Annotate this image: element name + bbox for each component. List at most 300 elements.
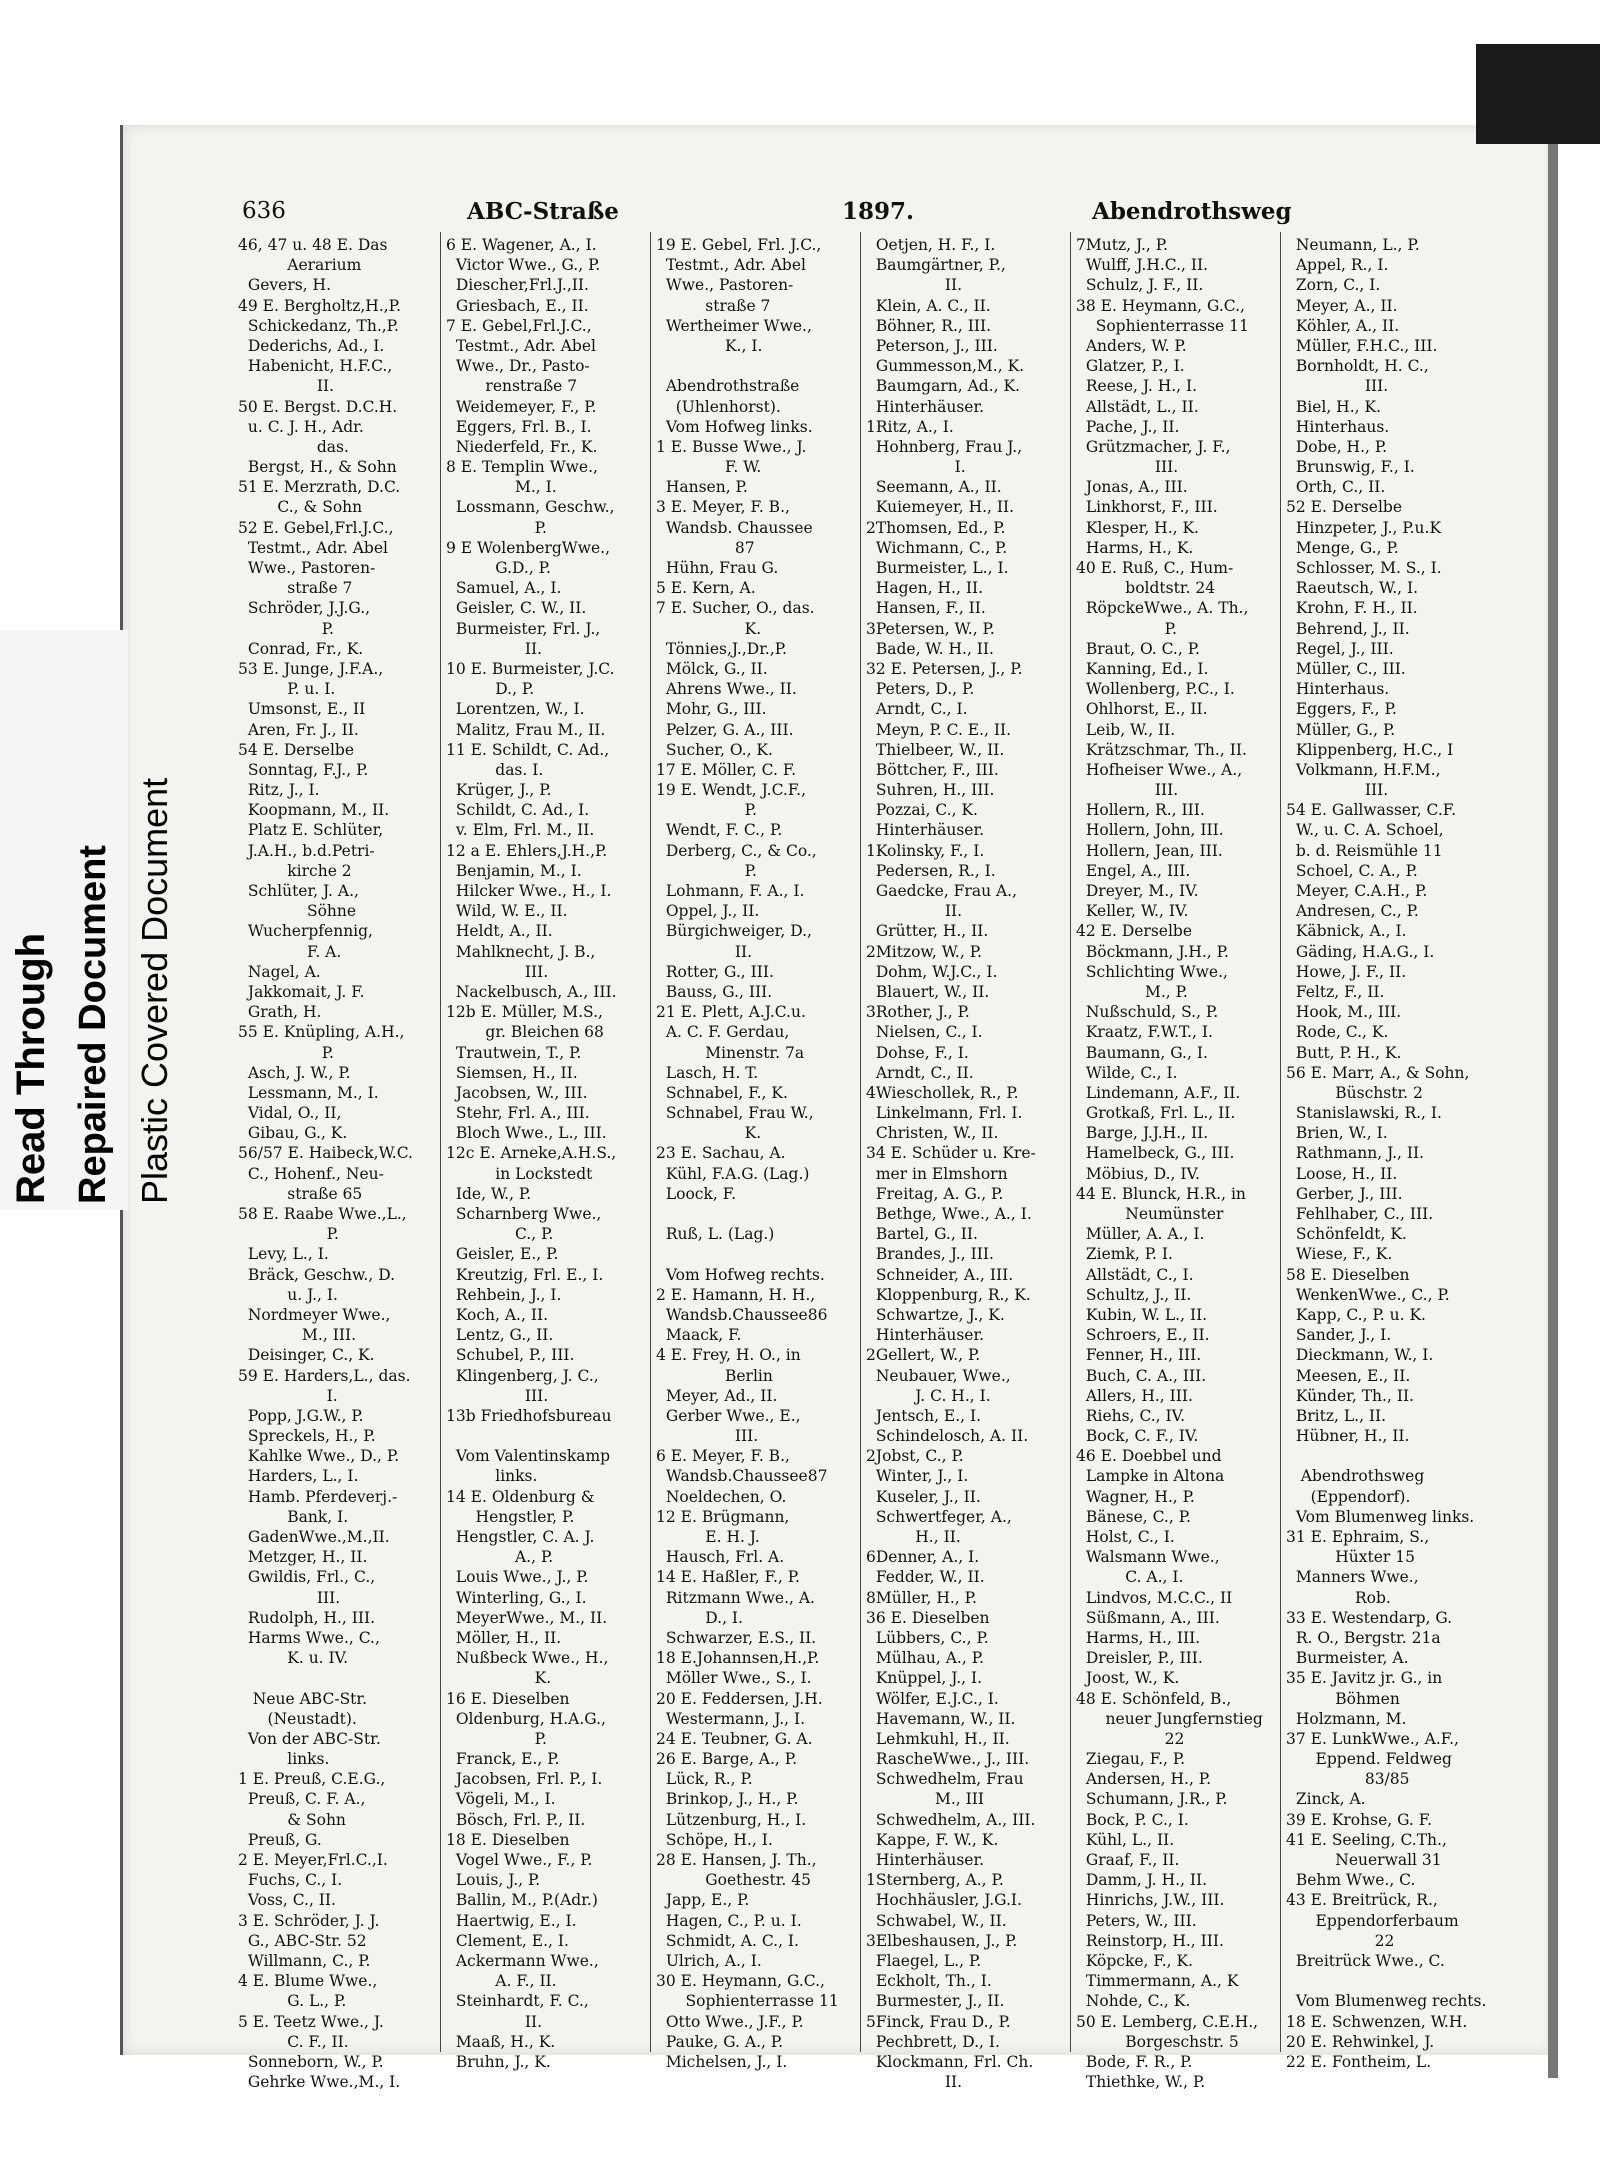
entry-line: Söhne — [238, 902, 357, 921]
entry-line: 9 E WolenbergWwe., — [446, 538, 611, 557]
entry-line: Nordmeyer Wwe., — [238, 1305, 391, 1324]
entry-line: Spreckels, H., P. — [238, 1427, 376, 1446]
entry-line: Nohde, C., K. — [1076, 1992, 1191, 2011]
entry-line: 8 E. Templin Wwe., — [446, 458, 598, 477]
entry-line: Schubel, P., III. — [446, 1346, 575, 1365]
entry-line: links. — [238, 1750, 330, 1769]
entry-line: Rotter, G., III. — [656, 962, 774, 981]
street-left-title: ABC-Straße — [467, 198, 619, 225]
entry-line: Hansen, F., II. — [866, 599, 986, 618]
entry-line: Schindelosch, A. II. — [866, 1427, 1029, 1446]
entry-line: 10 E. Burmeister, J.C. — [446, 659, 615, 678]
entry-line: Griesbach, E., II. — [446, 296, 589, 315]
entry-line: Riehs, C., IV. — [1076, 1406, 1186, 1425]
entry-line: Krüger, J., P. — [446, 781, 552, 800]
entry-line: Hinterhaus. — [1286, 680, 1390, 699]
entry-line: Rehbein, J., I. — [446, 1285, 562, 1304]
entry-line: Lasch, H. T. — [656, 1063, 759, 1082]
entry-line: Gibau, G., K. — [238, 1124, 348, 1143]
entry-line: Rob. — [1286, 1588, 1391, 1607]
column-1 — [238, 235, 436, 2092]
entry-line: Baumgärtner, P., — [866, 256, 1006, 275]
entry-line: D., I. — [656, 1608, 743, 1627]
entry-line: Kuseler, J., II. — [866, 1487, 981, 1506]
entry-line: Möbius, D., IV. — [1076, 1164, 1200, 1183]
entry-line: P. — [656, 861, 757, 880]
entry-line: Conrad, Fr., K. — [238, 639, 364, 658]
entry-line: Schroers, E., II. — [1076, 1326, 1210, 1345]
entry-line: Goethestr. 45 — [656, 1871, 812, 1890]
entry-line: 58 E. Raabe Wwe.,L., — [238, 1205, 407, 1223]
entry-line: Engel, A., III. — [1076, 861, 1191, 880]
entry-line: Vom Blumenweg links. — [1286, 1507, 1475, 1526]
entry-line: 32 E. Petersen, J., P. — [866, 659, 1023, 678]
entry-line: Voss, C., II. — [238, 1891, 336, 1910]
entry-line: 1Sternberg, A., P. — [866, 1871, 1004, 1890]
entry-line: Dohse, F., I. — [866, 1043, 969, 1062]
entry-line: 12 a E. Ehlers,J.H.,P. — [446, 841, 608, 860]
column-separator — [1280, 232, 1281, 2052]
entry-line: Schlüter, J. A., — [238, 882, 359, 900]
entry-line: 52 E. Derselbe — [1286, 498, 1403, 517]
entry-line: Bade, W. H., II. — [866, 639, 994, 658]
entry-line: 41 E. Seeling, C.Th., — [1286, 1830, 1447, 1849]
entry-line: 43 E. Breitrück, R., — [1286, 1891, 1438, 1910]
entry-line: 14 E. Oldenburg & — [446, 1487, 595, 1506]
entry-line: Hook, M., III. — [1286, 1003, 1402, 1022]
entry-line: Maaß, H., K. — [446, 2032, 556, 2051]
entry-line: Biel, H., K. — [1286, 397, 1381, 416]
entry-line: Asch, J. W., P. — [238, 1063, 351, 1082]
entry-line: Hilcker Wwe., H., I. — [446, 882, 612, 900]
entry-line: Zinck, A. — [1286, 1790, 1366, 1809]
entry-line: Sophienterrasse 11 — [656, 1992, 839, 2011]
entry-line: Möller Wwe., S., I. — [656, 1669, 812, 1688]
entry-line: H., II. — [866, 1528, 961, 1546]
entry-line: 49 E. Bergholtz,H.,P. — [238, 296, 401, 315]
entry-line: Dieckmann, W., I. — [1286, 1346, 1434, 1365]
side-label-line2: Repaired Document — [72, 845, 114, 1204]
entry-line: Meyer, A., II. — [1286, 296, 1398, 315]
entry-line: Wölfer, E.J.C., I. — [866, 1689, 999, 1708]
entry-line: Vögeli, M., I. — [446, 1790, 556, 1809]
entry-line: 16 E. Dieselben — [446, 1689, 570, 1708]
entry-line: Knüppel, J., I. — [866, 1669, 983, 1688]
entry-line: Walsmann Wwe., — [1076, 1548, 1220, 1567]
entry-line: Grotkaß, Frl. L., II. — [1076, 1104, 1236, 1123]
entry-line: Oldenburg, H.A.G., — [446, 1709, 606, 1728]
entry-line: Müller, A. A., I. — [1076, 1225, 1205, 1244]
entry-line: straße 65 — [238, 1184, 363, 1203]
entry-line: (Eppendorf). — [1286, 1487, 1411, 1506]
entry-line: Ohlhorst, E., II. — [1076, 700, 1208, 719]
entry-line: Linkhorst, F., III. — [1076, 498, 1218, 517]
entry-line: P. — [446, 1729, 547, 1748]
entry-line: Klesper, H., K. — [1076, 518, 1199, 537]
entry-line: Lück, R., P. — [656, 1770, 753, 1789]
entry-line: 19 E. Gebel, Frl. J.C., — [656, 236, 822, 254]
entry-line: Tönnies,J.,Dr.,P. — [656, 639, 787, 658]
column-2 — [446, 235, 646, 2071]
entry-line: Deisinger, C., K. — [238, 1346, 375, 1365]
entry-line: Behrend, J., II. — [1286, 619, 1410, 638]
entry-line: Harms, H., III. — [1076, 1628, 1201, 1647]
entry-line: 14 E. Haßler, F., P. — [656, 1568, 800, 1587]
entry-line: Orth, C., II. — [1286, 478, 1386, 497]
entry-line: Schöpe, H., I. — [656, 1830, 773, 1849]
entry-line: Derberg, C., & Co., — [656, 841, 817, 860]
entry-line: 2 E. Meyer,Frl.C.,I. — [238, 1851, 388, 1869]
entry-line: Reese, J. H., I. — [1076, 377, 1198, 396]
entry-line: Loock, F. — [656, 1184, 737, 1203]
entry-line: Ide, W., P. — [446, 1184, 532, 1203]
entry-line: Wertheimer Wwe., — [656, 316, 812, 335]
entry-line: Peters, W., III. — [1076, 1911, 1197, 1930]
entry-line: Schulz, J. F., II. — [1076, 276, 1204, 295]
entry-line: Sander, J., I. — [1286, 1326, 1392, 1345]
entry-line: 34 E. Schüder u. Kre- — [866, 1144, 1036, 1163]
entry-line: Schlichting Wwe., — [1076, 962, 1228, 981]
entry-line: Testmt., Adr. Abel — [656, 256, 806, 275]
entry-line: Vom Valentinskamp — [446, 1447, 611, 1466]
entry-line: 31 E. Ephraim, S., — [1286, 1528, 1430, 1546]
entry-line: (Neustadt). — [238, 1709, 357, 1728]
entry-line: Pache, J., II. — [1076, 417, 1180, 436]
entry-line: 3Petersen, W., P. — [866, 619, 995, 638]
side-label-line3: Plastic Covered Document — [134, 777, 175, 1204]
entry-line: Grützmacher, J. F., — [1076, 437, 1231, 456]
street-right-title: Abendrothsweg — [1092, 198, 1292, 225]
entry-line: Ruß, L. (Lag.) — [656, 1225, 775, 1244]
entry-line: Müller, C., III. — [1286, 659, 1406, 678]
entry-line: III. — [1286, 781, 1389, 800]
entry-line: Lessmann, M., I. — [238, 1083, 379, 1102]
entry-line: WenkenWwe., C., P. — [1286, 1285, 1450, 1304]
entry-line: P. — [238, 1043, 334, 1062]
entry-line: Arndt, C., II. — [866, 1063, 974, 1082]
entry-line: Freitag, A. G., P. — [866, 1184, 1004, 1203]
entry-line: II. — [866, 902, 963, 921]
entry-line: Nagel, A. — [238, 962, 321, 981]
entry-line: Loose, H., II. — [1286, 1164, 1398, 1183]
entry-line: Peterson, J., III. — [866, 336, 998, 355]
entry-line: 87 — [656, 538, 755, 557]
entry-line: Hinterhäuser. — [866, 1326, 985, 1345]
entry-line: III. — [1076, 458, 1179, 477]
entry-line: (Uhlenhorst). — [656, 397, 781, 416]
entry-line: Niederfeld, Fr., K. — [446, 437, 598, 456]
entry-line: Holst, C., I. — [1076, 1528, 1175, 1546]
entry-line: Hausch, Frl. A. — [656, 1548, 785, 1567]
entry-line: Willmann, C., P. — [238, 1951, 371, 1970]
entry-line: Heldt, A., II. — [446, 922, 553, 941]
entry-line — [656, 1204, 856, 1224]
entry-line: Dobe, H., P. — [1286, 437, 1388, 456]
entry-line: RascheWwe., J., III. — [866, 1750, 1030, 1769]
entry-line: Meyn, P. C. E., II. — [866, 720, 1012, 739]
entry-line: Nielsen, C., I. — [866, 1023, 983, 1042]
entry-line: Rode, C., K. — [1286, 1023, 1389, 1042]
entry-line: Japp, E., P. — [656, 1891, 750, 1910]
entry-line: 36 E. Dieselben — [866, 1608, 990, 1627]
side-label-line1: Read Through — [9, 932, 53, 1204]
entry-line: Kreutzig, Frl. E., I. — [446, 1265, 604, 1284]
entry-line: 13b Friedhofsbureau — [446, 1406, 612, 1425]
entry-line: Hinterhäuser. — [866, 821, 985, 840]
entry-line: Vidal, O., II, — [238, 1104, 342, 1123]
entry-line: Kuiemeyer, H., II. — [866, 498, 1015, 517]
entry-line: Kubin, W. L., II. — [1076, 1305, 1208, 1324]
entry-line: Suhren, H., III. — [866, 781, 995, 800]
entry-line: in Lockstedt — [446, 1164, 593, 1183]
entry-line: Rathmann, J., II. — [1286, 1144, 1425, 1163]
entry-line: Baumgarn, Ad., K. — [866, 377, 1020, 396]
entry-line: 12b E. Müller, M.S., — [446, 1003, 603, 1022]
entry-line: C. A., I. — [1076, 1568, 1184, 1587]
entry-line: Schwedhelm, Frau — [866, 1770, 1024, 1789]
entry-line: Stehr, Frl. A., III. — [446, 1104, 590, 1123]
entry-line — [656, 356, 856, 376]
page-header — [122, 198, 1292, 230]
entry-line: & Sohn — [238, 1810, 346, 1829]
entry-line: 3 E. Meyer, F. B., — [656, 498, 790, 517]
entry-line: Malitz, Frau M., II. — [446, 720, 606, 739]
entry-line: A. F., II. — [446, 1972, 557, 1991]
entry-line: Clement, E., I. — [446, 1931, 569, 1950]
entry-line: Kühl, L., II. — [1076, 1830, 1175, 1849]
entry-line: u. C. J. H., Adr. — [238, 417, 364, 436]
entry-line: Flaegel, L., P. — [866, 1951, 982, 1970]
entry-line: Käbnick, A., I. — [1286, 922, 1407, 941]
column-separator — [860, 232, 861, 2052]
entry-line: 46, 47 u. 48 E. Das — [238, 236, 388, 254]
entry-line: 56 E. Marr, A., & Sohn, — [1286, 1063, 1470, 1082]
entry-line: Butt, P. H., K. — [1286, 1043, 1402, 1062]
entry-line: Lorentzen, W., I. — [446, 700, 585, 719]
entry-line: Klein, A. C., II. — [866, 296, 991, 315]
entry-line: Popp, J.G.W., P. — [238, 1406, 364, 1425]
entry-line: 46 E. Doebbel und — [1076, 1447, 1222, 1466]
entry-line: 22 E. Fontheim, L. — [1286, 2052, 1432, 2071]
entry-line: 2 E. Hamann, H. H., — [656, 1285, 816, 1304]
entry-line: P. u. I. — [238, 680, 336, 699]
column-3 — [656, 235, 856, 2071]
entry-line: 51 E. Merzrath, D.C. — [238, 478, 401, 497]
entry-line: Neubauer, Wwe., — [866, 1366, 1011, 1385]
entry-line: Wichmann, C., P. — [866, 538, 1008, 557]
entry-line: III. — [446, 1386, 549, 1405]
entry-line: Metzger, H., II. — [238, 1548, 368, 1567]
column-separator — [650, 232, 651, 2052]
entry-line: 83/85 — [1286, 1770, 1410, 1789]
column-separator — [1070, 232, 1071, 2052]
entry-line: Pechbrett, D., I. — [866, 2032, 1000, 2051]
entry-line: K. u. IV. — [238, 1649, 349, 1668]
entry-line: Schlosser, M. S., I. — [1286, 559, 1442, 577]
entry-line: Ballin, M., P.(Adr.) — [446, 1891, 598, 1910]
entry-line: Meyer, C.A.H., P. — [1286, 882, 1428, 900]
entry-line: Levy, L., I. — [238, 1245, 329, 1264]
entry-line: Lindvos, M.C.C., II — [1076, 1588, 1233, 1607]
entry-line: J. C. H., I. — [866, 1386, 991, 1405]
entry-line: Schoel, C. A., P. — [1286, 861, 1418, 880]
entry-line: 42 E. Derselbe — [1076, 922, 1193, 941]
entry-line: Kapp, C., P. u. K. — [1286, 1305, 1426, 1324]
entry-line: Gummesson,M., K. — [866, 357, 1025, 376]
entry-line: Krätzschmar, Th., II. — [1076, 740, 1247, 759]
entry-line: 2Mitzow, W., P. — [866, 942, 982, 961]
entry-line: Schwartze, J., K. — [866, 1305, 1005, 1324]
entry-line: Trautwein, T., P. — [446, 1043, 582, 1062]
entry-line: Britz, L., II. — [1286, 1406, 1387, 1425]
entry-line: 3 E. Schröder, J. J. — [238, 1911, 380, 1930]
entry-line: Schneider, A., III. — [866, 1265, 1014, 1284]
entry-line: 5Finck, Frau D., P. — [866, 2012, 1011, 2031]
entry-line: Lützenburg, H., I. — [656, 1810, 807, 1829]
entry-line: 18 E. Dieselben — [446, 1830, 570, 1849]
entry-line: Von der ABC-Str. — [238, 1729, 381, 1748]
entry-line: Klingenberg, J. C., — [446, 1366, 599, 1385]
entry-line: II. — [866, 2073, 963, 2092]
entry-line: Gehrke Wwe.,M., I. — [238, 2073, 401, 2092]
entry-line: Volkmann, H.F.M., — [1286, 760, 1441, 779]
entry-line: Arndt, C., I. — [866, 700, 968, 719]
entry-line: 22 — [1076, 1729, 1185, 1748]
entry-line: Sonneborn, W., P. — [238, 2052, 384, 2071]
entry-line: 55 E. Knüpling, A.H., — [238, 1023, 405, 1042]
entry-line: III. — [656, 1427, 759, 1446]
entry-line: kirche 2 — [238, 861, 352, 880]
entry-line: Appel, R., I. — [1286, 256, 1389, 275]
entry-line: das. — [238, 437, 349, 456]
entry-line: Stanislawski, R., I. — [1286, 1104, 1442, 1123]
entry-line: Kraatz, F.W.T., I. — [1076, 1023, 1213, 1042]
entry-line: 4 E. Blume Wwe., — [238, 1972, 378, 1991]
entry-line: 1 E. Busse Wwe., J. — [656, 437, 807, 456]
entry-line: Vom Hofweg rechts. — [656, 1265, 825, 1284]
entry-line: Wagner, H., P. — [1076, 1487, 1195, 1506]
entry-line: Eggers, Frl. B., I. — [446, 417, 592, 436]
entry-line: Bösch, Frl. P., II. — [446, 1810, 586, 1829]
entry-line: 11 E. Schildt, C. Ad., — [446, 740, 610, 759]
entry-line: Rudolph, H., III. — [238, 1608, 376, 1627]
entry-line: Mölck, G., II. — [656, 659, 768, 678]
entry-line: Oppel, J., II. — [656, 902, 760, 921]
entry-line: 44 E. Blunck, H.R., in — [1076, 1184, 1246, 1203]
entry-line: Brinkop, J., H., P. — [656, 1790, 799, 1809]
entry-line: Howe, J. F., II. — [1286, 962, 1407, 981]
entry-line: Habenicht, H.F.C., — [238, 357, 393, 376]
entry-line: J.A.H., b.d.Petri- — [238, 841, 375, 860]
entry-line: Graaf, F., II. — [1076, 1851, 1180, 1869]
entry-line: Jentsch, E., I. — [866, 1406, 982, 1425]
entry-line: Thiethke, W., P. — [1076, 2073, 1206, 2092]
entry-line: Diescher,Frl.J.,II. — [446, 276, 589, 295]
entry-line: Kanning, Ed., I. — [1076, 659, 1209, 678]
entry-line: Steinhardt, F. C., — [446, 1992, 589, 2011]
entry-line: III. — [446, 962, 549, 981]
entry-line: Preuß, C. F. A., — [238, 1790, 366, 1809]
entry-line: Louis, J., P. — [446, 1871, 541, 1890]
entry-line: I. — [866, 458, 966, 477]
entry-line: Victor Wwe., G., P. — [446, 256, 601, 275]
entry-line: Eppendorferbaum — [1286, 1911, 1459, 1930]
entry-line: Grütter, H., II. — [866, 922, 989, 941]
entry-line: Koch, A., II. — [446, 1305, 549, 1324]
entry-line: M., III — [866, 1790, 984, 1809]
entry-line: Schnabel, Frau W., — [656, 1104, 814, 1123]
entry-line: Neumünster — [1076, 1205, 1224, 1223]
entry-line: 8Müller, H., P. — [866, 1588, 977, 1607]
entry-line: Büschstr. 2 — [1286, 1083, 1423, 1102]
entry-line: Buch, C. A., III. — [1076, 1366, 1207, 1385]
entry-line: F. A. — [238, 942, 342, 961]
entry-line: Hochhäusler, J.G.I. — [866, 1891, 1022, 1910]
entry-line: Hinterhäuser. — [866, 1851, 985, 1869]
entry-line: 50 E. Bergst. D.C.H. — [238, 397, 398, 416]
page-number: 636 — [242, 198, 286, 224]
entry-line: Nußbeck Wwe., H., — [446, 1649, 609, 1668]
entry-line: Schickedanz, Th.,P. — [238, 316, 399, 335]
entry-line: Lossmann, Geschw., — [446, 498, 615, 517]
entry-line: Raeutsch, W., I. — [1286, 579, 1419, 598]
entry-line: Gerber, J., III. — [1286, 1184, 1403, 1203]
entry-line: 1 E. Preuß, C.E.G., — [238, 1770, 386, 1789]
entry-line: 59 E. Harders,L., das. — [238, 1366, 411, 1385]
entry-line: III. — [1076, 781, 1179, 800]
entry-line: u. J., I. — [238, 1285, 338, 1304]
entry-line: Sonntag, F.J., P. — [238, 760, 369, 779]
entry-line: Böttcher, F., III. — [866, 760, 999, 779]
entry-line: Behm Wwe., C. — [1286, 1871, 1416, 1890]
entry-line: Wwe., Pastoren- — [238, 559, 376, 577]
entry-line: Süßmann, A., III. — [1076, 1608, 1220, 1627]
entry-line: II. — [446, 2012, 543, 2031]
entry-line: Schönfeldt, K. — [1286, 1225, 1407, 1244]
entry-line: Wucherpfennig, — [238, 922, 373, 941]
entry-line: Winterling, G., I. — [446, 1588, 587, 1607]
entry-line: Koopmann, M., II. — [238, 801, 390, 820]
entry-line: Dederichs, Ad., I. — [238, 336, 385, 355]
entry-line: Müller, G., P. — [1286, 720, 1396, 739]
side-label — [0, 630, 175, 1210]
entry-line: Wandsb. Chaussee — [656, 518, 813, 537]
entry-line: Fenner, H., III. — [1076, 1346, 1202, 1365]
entry-line: 6Denner, A., I. — [866, 1548, 980, 1567]
entry-line: Jacobsen, Frl. P., I. — [446, 1770, 603, 1789]
entry-line: links. — [446, 1467, 538, 1486]
entry-line: Jacobsen, W., III. — [446, 1083, 588, 1102]
entry-line: 5 E. Kern, A. — [656, 579, 756, 598]
entry-line: Andersen, H., P. — [1076, 1770, 1212, 1789]
entry-line: Timmermann, A., K — [1076, 1972, 1239, 1991]
entry-line: Schildt, C. Ad., I. — [446, 801, 590, 820]
entry-line: Brandes, J., III. — [866, 1245, 994, 1264]
entry-line: Wulff, J.H.C., II. — [1076, 256, 1209, 275]
entry-line: 50 E. Lemberg, C.E.H., — [1076, 2012, 1259, 2031]
entry-line: Krohn, F. H., II. — [1286, 599, 1418, 618]
entry-line: F. W. — [656, 458, 762, 477]
entry-line: Franck, E., P. — [446, 1750, 560, 1769]
entry-line: Schnabel, F., K. — [656, 1083, 788, 1102]
entry-line: Michelsen, J., I. — [656, 2052, 788, 2071]
entry-line: K., I. — [656, 336, 763, 355]
entry-line: Hinterhaus. — [1286, 417, 1390, 436]
entry-line: Mohr, G., III. — [656, 700, 767, 719]
entry-line: Müller, F.H.C., III. — [1286, 336, 1438, 355]
entry-line: Westermann, J., I. — [656, 1709, 806, 1728]
column-5 — [1076, 235, 1276, 2092]
